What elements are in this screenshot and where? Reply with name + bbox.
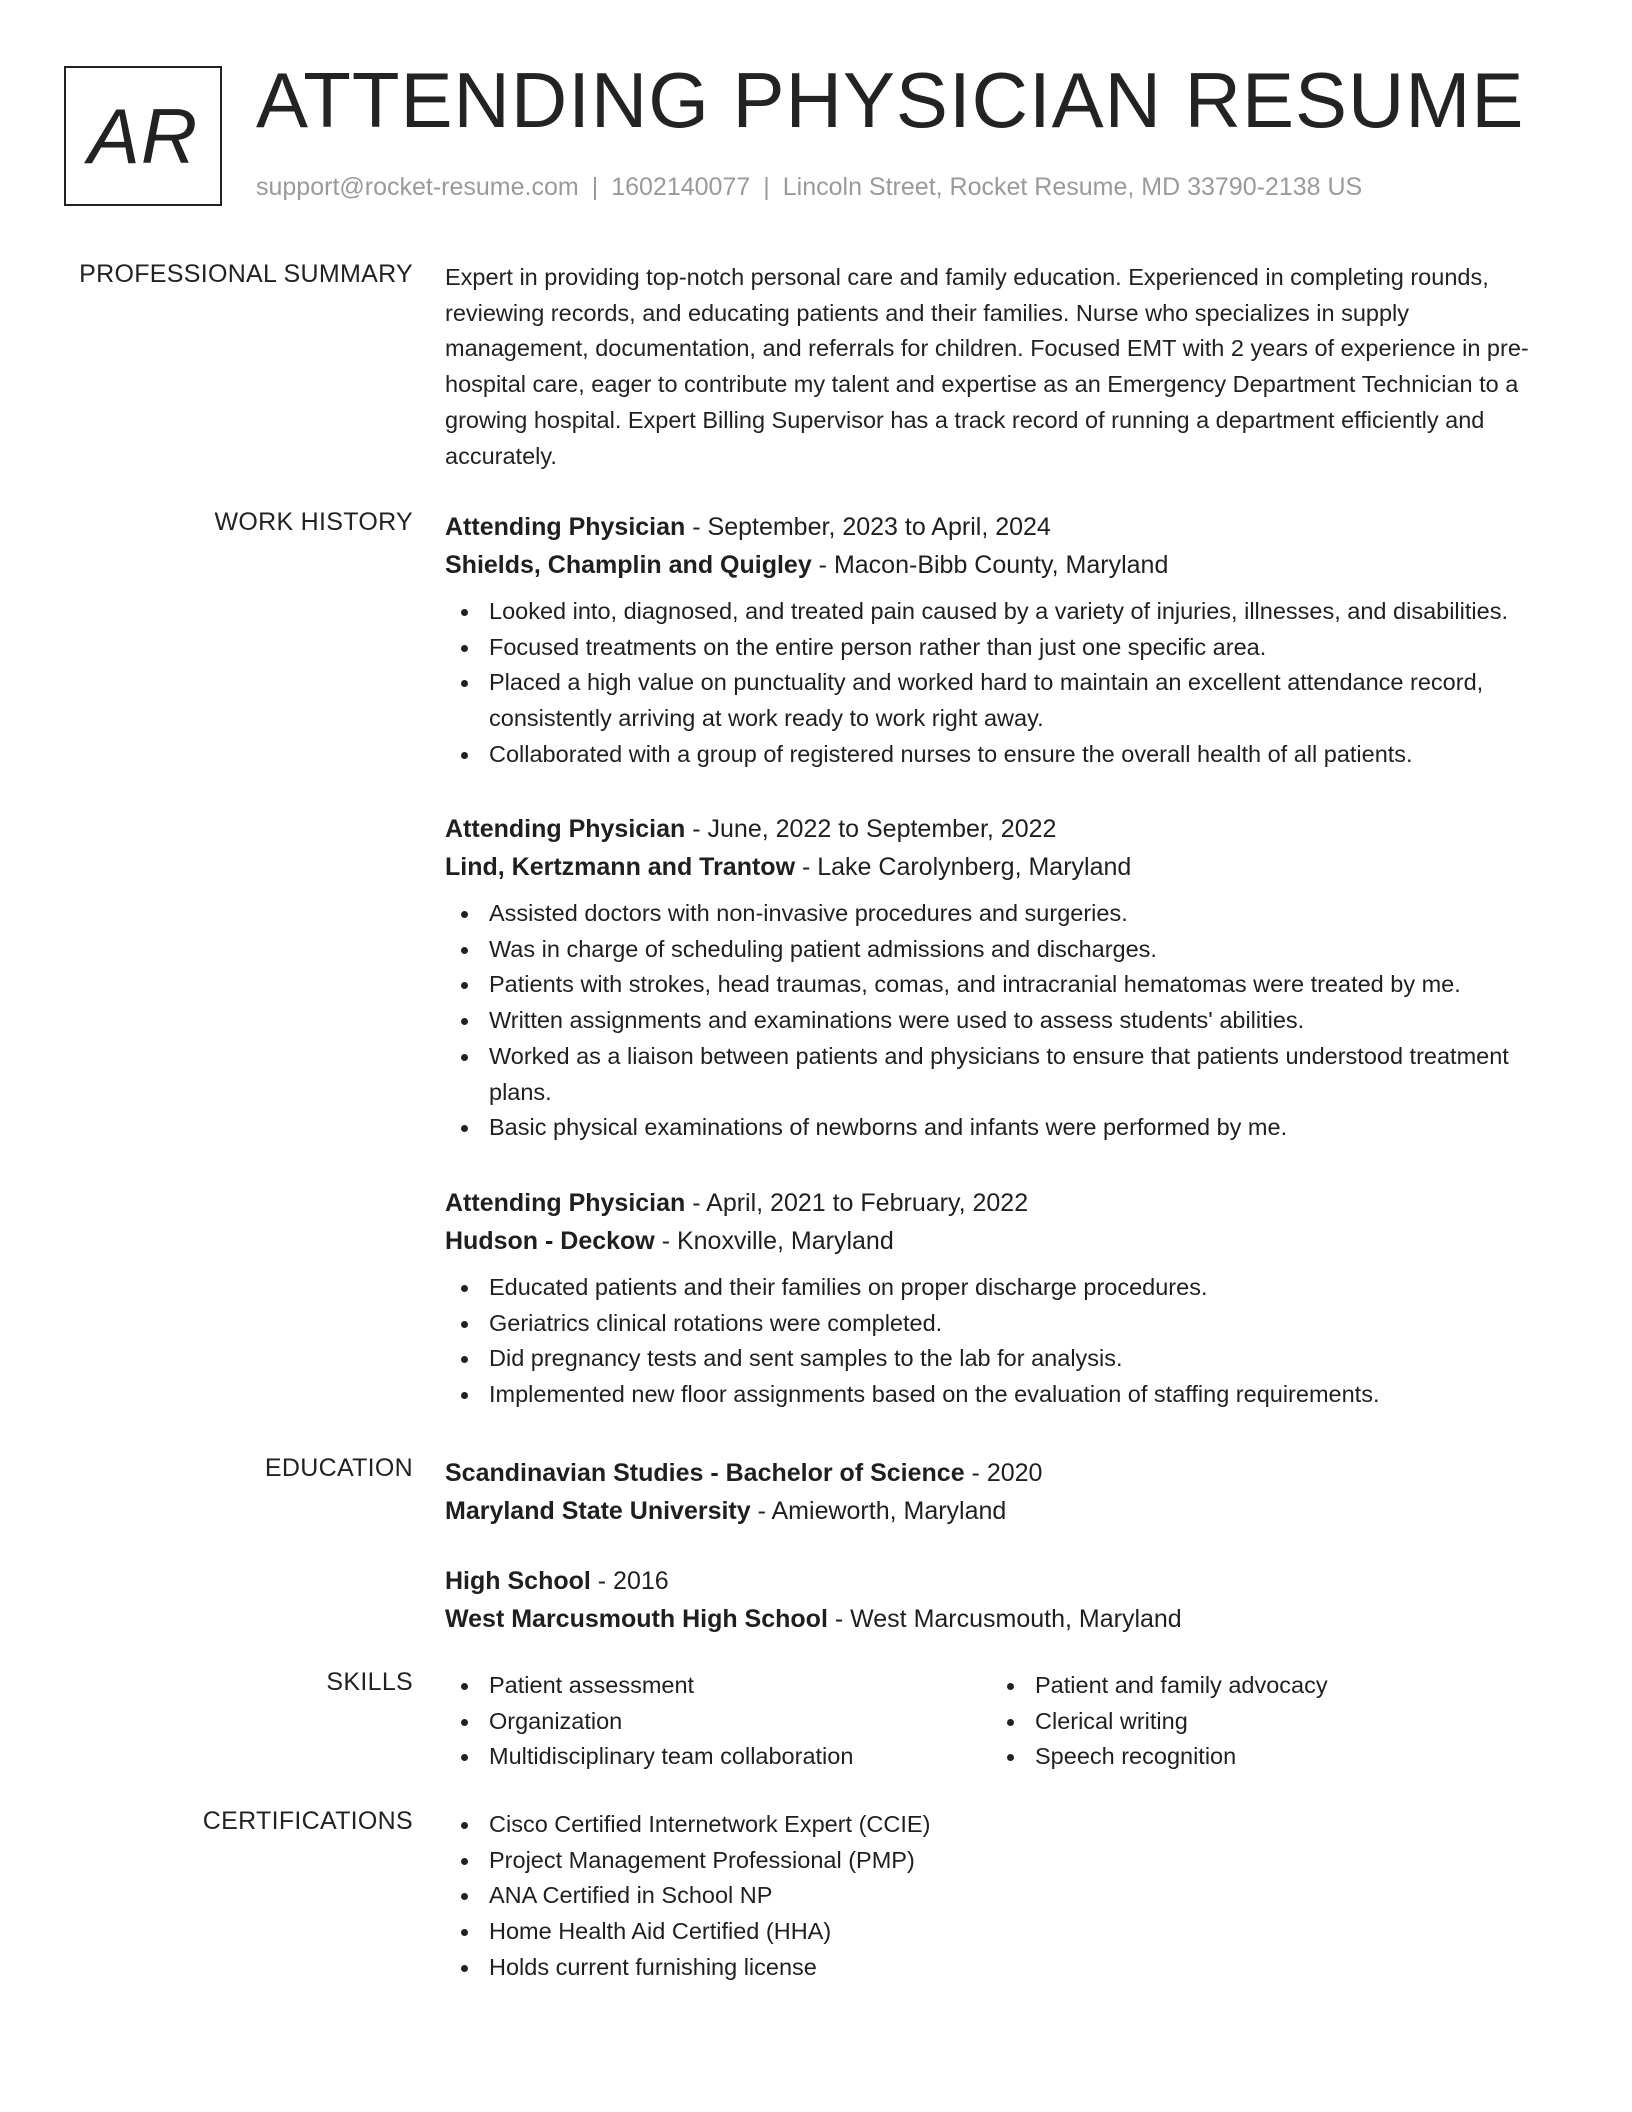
education-school: West Marcusmouth High School [445,1605,828,1633]
contact-email[interactable]: support@rocket-resume.com [256,173,579,201]
job-employer-line [445,546,1557,584]
list-item: Holds current furnishing license [489,1950,1557,1986]
section-label-skills: SKILLS [326,1668,413,1696]
monogram-initials: AR [87,91,199,180]
contact-separator: | [591,173,599,201]
section-label-summary: PROFESSIONAL SUMMARY [79,260,413,288]
job-title: Attending Physician [445,815,686,843]
list-item: Patient assessment [489,1668,853,1704]
skills-list [991,1668,1328,1775]
job-dates: - September, 2023 to April, 2024 [685,513,1051,541]
education-year: - 2016 [590,1567,669,1595]
job-location: - Knoxville, Maryland [654,1227,894,1255]
job-bullets [445,1270,1557,1413]
section-label-education: EDUCATION [264,1454,413,1482]
list-item: Speech recognition [1035,1739,1328,1775]
list-item: Patient and family advocacy [1035,1668,1328,1704]
list-item: Basic physical examinations of newborns and infants were performed by me. [489,1110,1557,1146]
list-item: Implemented new floor assignments based on the evaluation of staffing requirements. [489,1377,1557,1413]
list-item: Educated patients and their families on proper discharge procedures. [489,1270,1557,1306]
list-item: Geriatrics clinical rotations were completed. [489,1306,1557,1342]
list-item: Multidisciplinary team collaboration [489,1739,853,1775]
list-item: ANA Certified in School NP [489,1878,1557,1914]
job-title-line [445,508,1557,546]
job-location: - Macon-Bibb County, Maryland [811,551,1169,579]
contact-phone[interactable]: 1602140077 [611,173,751,201]
skills-column-right [991,1668,1328,1775]
job-title: Attending Physician [445,1189,686,1217]
certifications-list [445,1807,1557,1986]
list-item: Focused treatments on the entire person rather than just one specific area. [489,630,1557,666]
list-item: Did pregnancy tests and sent samples to the lab for analysis. [489,1341,1557,1377]
job-entry [445,810,1557,1146]
monogram-box [64,66,222,206]
list-item: Project Management Professional (PMP) [489,1843,1557,1879]
education-school-line [445,1492,1557,1530]
job-employer: Shields, Champlin and Quigley [445,551,812,579]
job-dates: - June, 2022 to September, 2022 [685,815,1057,843]
education-degree: High School [445,1567,591,1595]
education-degree: Scandinavian Studies - Bachelor of Science [445,1459,965,1487]
education-year: - 2020 [964,1459,1043,1487]
list-item: Patients with strokes, head traumas, comas, and intracranial hematomas were treated by me. [489,967,1557,1003]
job-title: Attending Physician [445,513,686,541]
job-employer-line [445,848,1557,886]
education-school-line [445,1600,1557,1638]
section-label-work-history: WORK HISTORY [214,508,413,536]
list-item: Worked as a liaison between patients and physicians to ensure that patients understood treatment plans. [489,1039,1557,1110]
education-location: - Amieworth, Maryland [750,1497,1007,1525]
resume-title: ATTENDING PHYSICIAN RESUME [256,56,1525,144]
education-school: Maryland State University [445,1497,751,1525]
list-item: Assisted doctors with non-invasive procedures and surgeries. [489,896,1557,932]
job-title-line [445,810,1557,848]
skills-list [445,1668,853,1775]
job-entry [445,1184,1557,1413]
list-item: Organization [489,1704,853,1740]
job-bullets [445,896,1557,1146]
contact-line [256,173,1362,202]
education-entry [445,1562,1557,1638]
contact-address: Lincoln Street, Rocket Resume, MD 33790-2138 US [782,173,1363,201]
job-bullets [445,594,1557,773]
list-item: Placed a high value on punctuality and worked hard to maintain an excellent attendance record, consistently arriving at work ready to work right away. [489,665,1557,736]
summary-text: Expert in providing top-notch personal care and family education. Experienced in completing rounds, reviewing records, and educating patients and their families. Nurse who specializes in supply management, documentation, and referrals for children. Focused EMT with 2 years of experience in pre-hospital care, eager to contribute my talent and expertise as an Emergency Department Technician to a growing hospital. Expert Billing Supervisor has a track record of running a department efficiently and accurately. [445,264,1529,469]
list-item: Was in charge of scheduling patient admissions and discharges. [489,932,1557,968]
job-dates: - April, 2021 to February, 2022 [685,1189,1029,1217]
contact-separator: | [763,173,770,201]
list-item: Collaborated with a group of registered nurses to ensure the overall health of all patients. [489,737,1557,773]
job-entry [445,508,1557,773]
job-employer: Lind, Kertzmann and Trantow [445,853,796,881]
skills-column-left [445,1668,853,1775]
education-degree-line [445,1562,1557,1600]
section-label-certifications: CERTIFICATIONS [202,1807,413,1835]
job-employer: Hudson - Deckow [445,1227,655,1255]
list-item: Written assignments and examinations were used to assess students' abilities. [489,1003,1557,1039]
list-item: Looked into, diagnosed, and treated pain caused by a variety of injuries, illnesses, and disabilities. [489,594,1557,630]
list-item: Clerical writing [1035,1704,1328,1740]
list-item: Home Health Aid Certified (HHA) [489,1914,1557,1950]
education-degree-line [445,1454,1557,1492]
education-entry [445,1454,1557,1530]
job-title-line [445,1184,1557,1222]
job-location: - Lake Carolynberg, Maryland [795,853,1132,881]
list-item: Cisco Certified Internetwork Expert (CCIE) [489,1807,1557,1843]
education-location: - West Marcusmouth, Maryland [827,1605,1182,1633]
job-employer-line [445,1222,1557,1260]
